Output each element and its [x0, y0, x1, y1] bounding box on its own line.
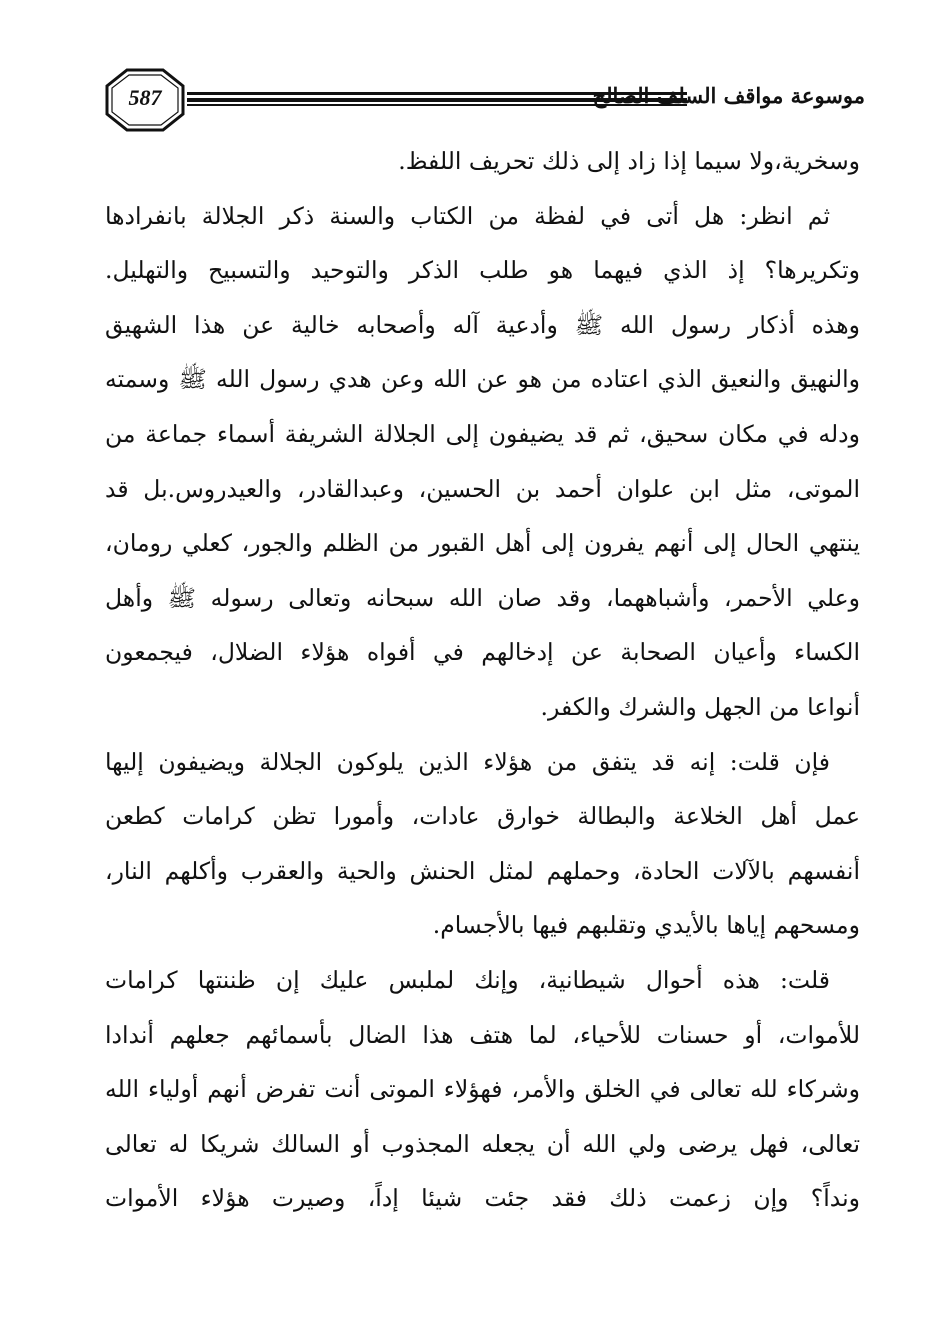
text-line: عمل أهل الخلاعة والبطالة خوارق عادات، وأمورا تظن كرامات كطعن: [105, 802, 860, 831]
text-line: فإن قلت: إنه قد يتفق من هؤلاء الذين يلوكون الجلالة ويضيفون إليها: [105, 747, 830, 776]
text-line: وشركاء لله تعالى في الخلق والأمر، فهؤلاء الموتى أنت تفرض أنهم أولياء الله: [105, 1075, 860, 1104]
text-line: ومسحهم إياها بالأيدي وتقلبهم فيها بالأجسام.: [432, 911, 860, 940]
book-title: موسوعة مواقف السلف الصالح: [592, 83, 865, 108]
text-line: تعالى، فهل يرضى ولي الله أن يجعله المجذوب أو السالك شريكا له تعالى: [105, 1129, 860, 1158]
text-line: ينتهي الحال إلى أنهم يفرون إلى أهل القبور من الظلم والجور، كعلي رومان،: [105, 529, 860, 558]
body-text: [105, 136, 860, 1228]
text-line: والنهيق والنعيق الذي اعتاده من هو عن الله وعن هدي رسول الله ﷺ وسمته: [105, 365, 860, 394]
text-line: وسخرية،ولا سيما إذا زاد إلى ذلك تحريف اللفظ.: [398, 147, 860, 175]
text-line: أنفسهم بالآلات الحادة، وحملهم لمثل الحنش والحية والعقرب وأكلهم النار،: [105, 856, 860, 885]
text-line: الموتى، مثل ابن علوان أحمد بن الحسين، وعبدالقادر، والعيدروس.بل قد: [105, 474, 860, 503]
text-line: وتكريرها؟ إذ الذي فيهما هو طلب الذكر والتوحيد والتسبيح والتهليل.: [105, 256, 860, 285]
text-line: الكساء وأعيان الصحابة عن إدخالهم في أفواه هؤلاء الضلال، فيجمعون: [105, 638, 860, 667]
text-line: قلت: هذه أحوال شيطانية، وإنك لملبس عليك إن ظننتها كرامات: [105, 965, 830, 994]
text-line: ثم انظر: هل أتى في لفظة من الكتاب والسنة ذكر الجلالة بانفرادها: [105, 201, 830, 230]
page-number-badge: [105, 68, 185, 132]
text-line: ونداً؟ وإن زعمت ذلك فقد جئت شيئا إداً، وصيرت هؤلاء الأموات: [105, 1184, 861, 1213]
page-header: [105, 68, 865, 132]
text-line: ودله في مكان سحيق، ثم قد يضيفون إلى الجلالة الشريفة أسماء جماعة من: [105, 419, 860, 448]
text-line: وهذه أذكار رسول الله ﷺ وأدعية آله وأصحابه خالية عن هذا الشهيق: [105, 310, 860, 339]
text-line: للأموات، أو حسنات للأحياء، لما هتف هذا الضال بأسمائهم جعلهم أندادا: [105, 1020, 860, 1049]
page-number: 587: [128, 85, 162, 110]
text-line: أنواعا من الجهل والشرك والكفر.: [540, 692, 860, 721]
text-line: وعلي الأحمر، وأشباههما، وقد صان الله سبحانه وتعالى رسوله ﷺ وأهل: [105, 583, 860, 612]
